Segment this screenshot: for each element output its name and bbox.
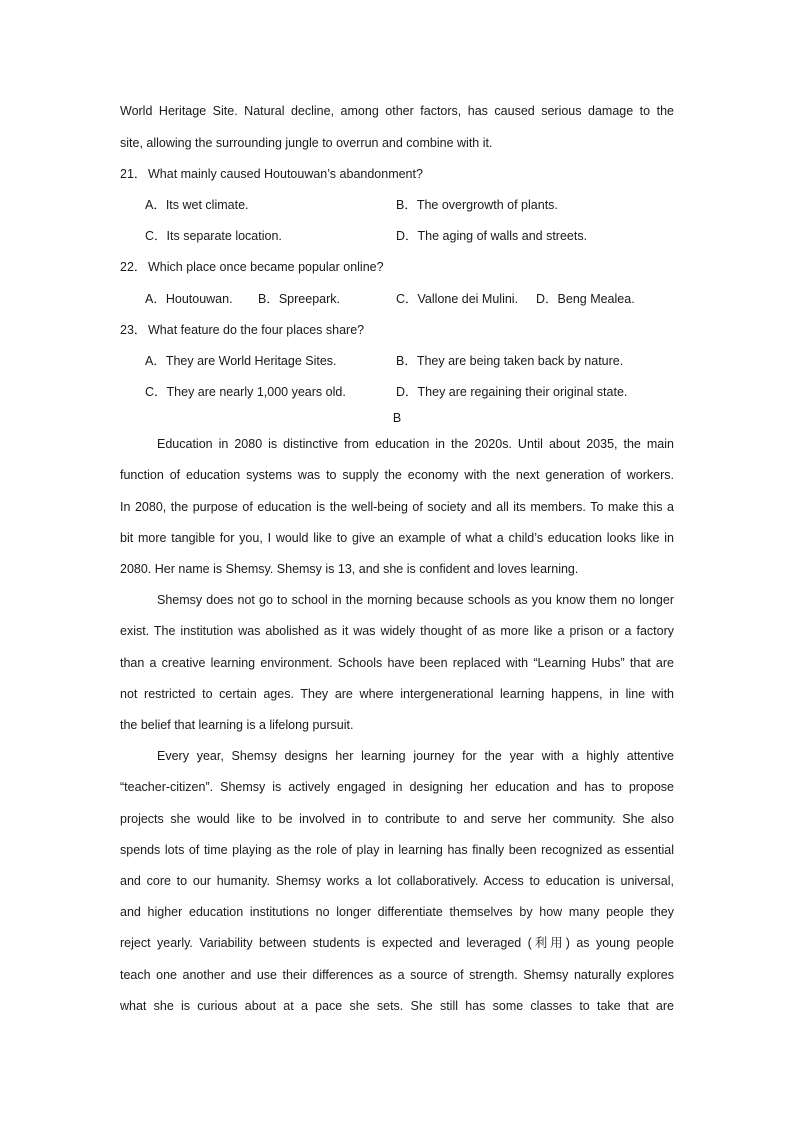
para3-line-6: and higher education institutions no longer differentiate themselves by how many people they (120, 905, 674, 919)
option-d: D．Beng Mealea. (536, 292, 635, 306)
intro-line-2: site, allowing the surrounding jungle to overrun and combine with it. (120, 136, 493, 150)
question-23-options-row-2 (120, 382, 674, 402)
para2-line-1: Shemsy does not go to school in the morning because schools as you know them no longer (157, 593, 674, 607)
question-number: 21． (120, 167, 147, 181)
option-b: B．The overgrowth of plants. (396, 198, 558, 212)
question-23-options-row-1 (120, 351, 674, 371)
section-heading: B (392, 411, 402, 425)
para3-line-9: what she is curious about at a pace she sets. She still has some classes to take that are (120, 999, 674, 1013)
para3-line-7: reject yearly. Variability between students is expected and leveraged (利用) as young people (120, 936, 674, 950)
para1-line-3: In 2080, the purpose of education is the well-being of society and all its members. To make this a (120, 500, 674, 514)
option-b: B．They are being taken back by nature. (396, 354, 624, 368)
question-22-options-row (120, 289, 674, 309)
question-22 (120, 257, 674, 277)
question-21 (120, 164, 674, 184)
para3-line-4: spends lots of time playing as the role of play in learning has finally been recognized as essential (120, 843, 674, 857)
document-page (120, 0, 674, 1123)
question-number: 22． (120, 260, 147, 274)
intro-line-1: World Heritage Site. Natural decline, among other factors, has caused serious damage to the (120, 104, 674, 118)
question-text: Which place once became popular online? (148, 260, 384, 274)
question-text: What mainly caused Houtouwan’s abandonment? (148, 167, 423, 181)
question-text: What feature do the four places share? (148, 323, 365, 337)
para3-line-8: teach one another and use their differences as a source of strength. Shemsy naturally explores (120, 968, 674, 982)
para3-line-3: projects she would like to be involved in to contribute to and serve her community. She also (120, 812, 674, 826)
option-c: C．Vallone dei Mulini. (396, 292, 519, 306)
option-c: C．They are nearly 1,000 years old. (145, 385, 346, 399)
option-a: A．Its wet climate. (145, 198, 249, 212)
para2-line-4: not restricted to certain ages. They are where intergenerational learning happens, in line with (120, 687, 674, 701)
option-a: A．Houtouwan. (145, 292, 233, 306)
para3-line-2: “teacher-citizen”. Shemsy is actively engaged in designing her education and has to propose (120, 780, 674, 794)
para1-line-5: 2080. Her name is Shemsy. Shemsy is 13, and she is confident and loves learning. (120, 562, 579, 576)
option-b: B．Spreepark. (258, 292, 340, 306)
para2-line-2: exist. The institution was abolished as it was widely thought of as more like a prison or a factory (120, 624, 674, 638)
question-21-options-row-2 (120, 226, 674, 246)
question-23 (120, 320, 674, 340)
option-d: D．They are regaining their original state. (396, 385, 628, 399)
para2-line-5: the belief that learning is a lifelong pursuit. (120, 718, 354, 732)
option-d: D．The aging of walls and streets. (396, 229, 588, 243)
question-21-options-row-1 (120, 195, 674, 215)
para3-line-1: Every year, Shemsy designs her learning journey for the year with a highly attentive (157, 749, 674, 763)
option-c: C．Its separate location. (145, 229, 282, 243)
para1-line-4: bit more tangible for you, I would like to give an example of what a child’s education looks like in (120, 531, 674, 545)
para3-line-5: and core to our humanity. Shemsy works a lot collaboratively. Access to education is universal, (120, 874, 674, 888)
question-number: 23． (120, 323, 147, 337)
para2-line-3: than a creative learning environment. Schools have been replaced with “Learning Hubs” that are (120, 656, 674, 670)
option-a: A．They are World Heritage Sites. (145, 354, 337, 368)
para1-line-1: Education in 2080 is distinctive from education in the 2020s. Until about 2035, the main (157, 437, 674, 451)
para1-line-2: function of education systems was to supply the economy with the next generation of workers. (120, 468, 674, 482)
